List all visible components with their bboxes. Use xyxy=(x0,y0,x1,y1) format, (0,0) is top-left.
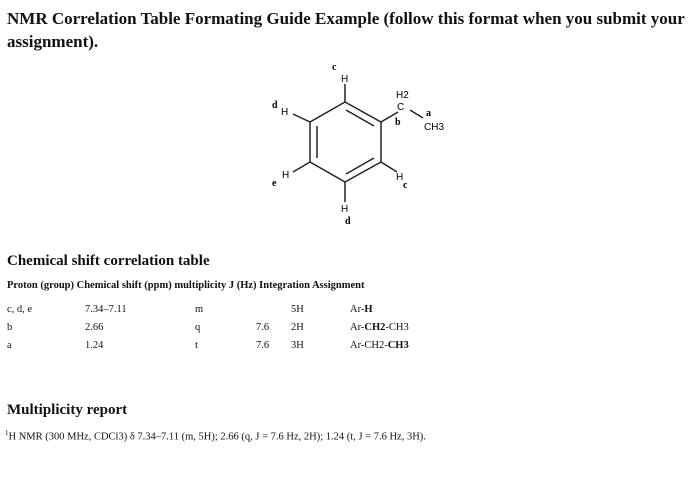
label-a: a xyxy=(426,108,431,119)
h-upper-left: H xyxy=(281,107,289,118)
label-c-right: c xyxy=(403,180,408,191)
cell-multiplicity: m xyxy=(195,304,204,315)
ethylbenzene-structure xyxy=(250,58,460,233)
cell-multiplicity: q xyxy=(195,322,201,333)
page-title: NMR Correlation Table Formating Guide Example (follow this format when you submit your assignment). xyxy=(7,9,685,51)
cell-shift: 7.34–7.11 xyxy=(85,304,127,315)
cell-j: 7.6 xyxy=(256,340,270,351)
label-e: e xyxy=(272,178,277,189)
ch2-c: C xyxy=(397,102,405,113)
table-row xyxy=(0,340,700,356)
ch3-group: CH3 xyxy=(424,122,445,133)
cell-assignment: Ar-CH2-CH3 xyxy=(350,340,409,351)
label-d-bottom: d xyxy=(345,216,351,227)
cell-proton: c, d, e xyxy=(7,304,33,315)
h-lower-right: H xyxy=(396,172,404,183)
multiplicity-report-heading: Multiplicity report xyxy=(7,402,128,418)
cell-proton: a xyxy=(7,340,12,351)
molecule-drawing xyxy=(250,58,460,233)
cell-shift: 1.24 xyxy=(85,340,104,351)
table-row xyxy=(0,322,700,338)
cell-assignment: Ar-CH2-CH3 xyxy=(350,322,409,333)
cell-integration: 3H xyxy=(291,340,304,351)
cell-shift: 2.66 xyxy=(85,322,104,333)
label-b: b xyxy=(395,117,401,128)
cell-integration: 2H xyxy=(291,322,304,333)
cell-j: 7.6 xyxy=(256,322,270,333)
multiplicity-report-text: $^1$H NMR (300 MHz, CDCl3) δ 7.34–7.11 (m, 5H); 2.66 (q, J = 7.6 Hz, 2H); 1.24 (t, J = 7.6 Hz, 3H). xyxy=(5,429,426,443)
cell-multiplicity: t xyxy=(195,340,198,351)
table-header: Proton (group) Chemical shift (ppm) multiplicity J (Hz) Integration Assignment xyxy=(7,280,365,291)
h-bottom: H xyxy=(341,204,349,215)
cell-integration: 5H xyxy=(291,304,304,315)
table-row xyxy=(0,304,700,320)
label-c-top: c xyxy=(332,62,337,73)
cell-proton: b xyxy=(7,322,13,333)
ch2-h2: H2 xyxy=(396,90,409,101)
h-top: H xyxy=(341,74,349,85)
label-d-upper: d xyxy=(272,100,278,111)
h-lower-left: H xyxy=(282,170,290,181)
cell-assignment: Ar-H xyxy=(350,304,373,315)
correlation-table-heading: Chemical shift correlation table xyxy=(7,253,210,269)
